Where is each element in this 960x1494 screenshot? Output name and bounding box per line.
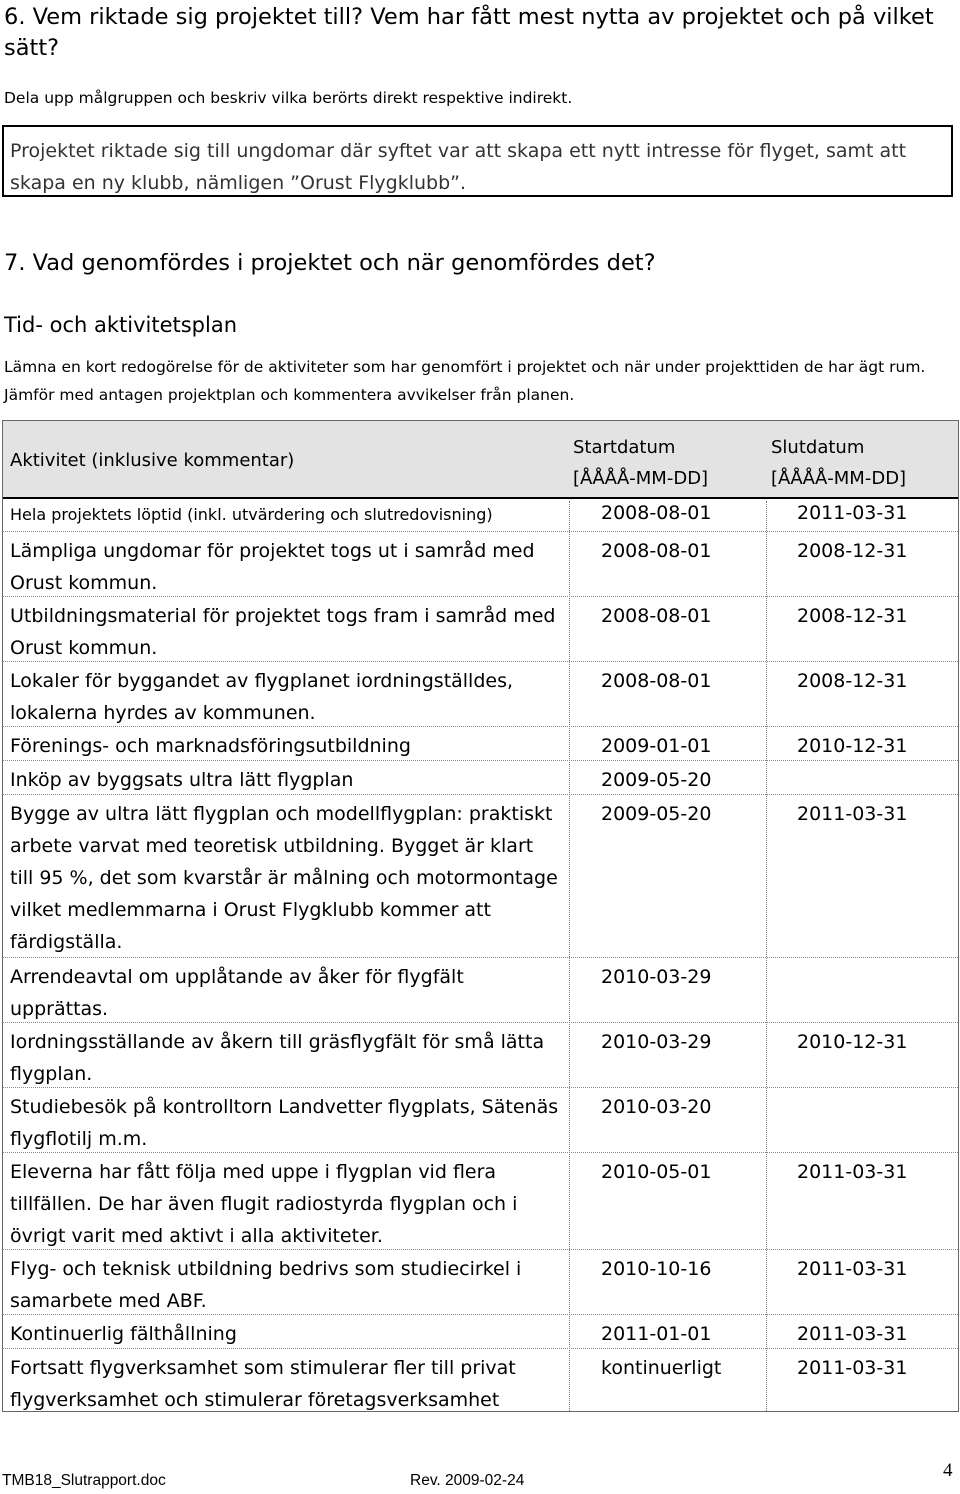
row-activity: Flyg- och teknisk utbildning bedrivs som studiecirkel i samarbete med ABF. bbox=[10, 1258, 522, 1312]
table-row bbox=[3, 1088, 958, 1152]
row-activity: Arrendeavtal om upplåtande av åker för flygfält upprättas. bbox=[10, 966, 464, 1020]
row-activity: Förenings- och marknadsföringsutbildning bbox=[10, 735, 411, 757]
header-start-label: Startdatum bbox=[573, 437, 676, 458]
row-end: 2011-03-31 bbox=[797, 1357, 908, 1379]
header-start-format: [ÅÅÅÅ-MM-DD] bbox=[573, 468, 709, 489]
section-6-subtext: Dela upp målgruppen och beskriv vilka berörts direkt respektive indirekt. bbox=[4, 89, 573, 107]
activity-plan-title: Tid- och aktivitetsplan bbox=[4, 313, 238, 337]
section-7-heading: 7. Vad genomfördes i projektet och när genomfördes det? bbox=[4, 250, 656, 276]
row-activity: Utbildningsmaterial för projektet togs fram i samråd med Orust kommun. bbox=[10, 605, 556, 659]
row-activity: Kontinuerlig fälthållning bbox=[10, 1323, 237, 1345]
row-start: 2009-05-20 bbox=[601, 803, 712, 825]
header-end-date bbox=[771, 432, 906, 494]
row-end: 2008-12-31 bbox=[797, 540, 908, 562]
table-header bbox=[3, 421, 958, 499]
header-end-label: Slutdatum bbox=[771, 437, 865, 458]
header-activity: Aktivitet (inklusive kommentar) bbox=[10, 450, 295, 471]
row-activity: Lämpliga ungdomar för projektet togs ut i samråd med Orust kommun. bbox=[10, 540, 535, 594]
row-start: 2011-01-01 bbox=[601, 1323, 712, 1345]
row-activity: Eleverna har fått följa med uppe i flygplan vid flera tillfällen. De har även flugit radiostyrda flygplan och i övrigt varit med aktivt i alla aktiviteter. bbox=[10, 1161, 518, 1247]
row-activity: Inköp av byggsats ultra lätt flygplan bbox=[10, 769, 354, 791]
row-end: 2010-12-31 bbox=[797, 1031, 908, 1053]
row-end: 2008-12-31 bbox=[797, 670, 908, 692]
table-row bbox=[3, 532, 958, 596]
footer-filename: TMB18_Slutrapport.doc bbox=[2, 1472, 166, 1489]
total-end: 2011-03-31 bbox=[797, 502, 908, 524]
row-start: 2008-08-01 bbox=[601, 605, 712, 627]
row-start: 2010-03-20 bbox=[601, 1096, 712, 1118]
row-start: 2008-08-01 bbox=[601, 540, 712, 562]
table-row bbox=[3, 1250, 958, 1314]
row-start: 2010-05-01 bbox=[601, 1161, 712, 1183]
row-activity: Lokaler för byggandet av flygplanet iordningställdes, lokalerna hyrdes av kommunen. bbox=[10, 670, 514, 724]
row-end: 2010-12-31 bbox=[797, 735, 908, 757]
row-activity: Bygge av ultra lätt flygplan och modellflygplan: praktiskt arbete varvat med teoretisk utbildning. Bygget är klart till 95 %, det som kvarstår är målning och motormontage vilket medlemmarna i Orust Flygklubb kommer att färdigställa. bbox=[10, 803, 558, 953]
row-activity: Fortsatt flygverksamhet som stimulerar fler till privat flygverksamhet och stimulerar företagsverksamhet bbox=[10, 1357, 516, 1411]
table-row bbox=[3, 1349, 958, 1411]
section-6-heading: 6. Vem riktade sig projektet till? Vem har fått mest nytta av projektet och på vilket sätt? bbox=[4, 4, 934, 61]
row-start: 2010-10-16 bbox=[601, 1258, 712, 1280]
page-number: 4 bbox=[943, 1460, 953, 1481]
row-end: 2011-03-31 bbox=[797, 803, 908, 825]
total-activity: Hela projektets löptid (inkl. utvärdering och slutredovisning) bbox=[10, 505, 493, 524]
row-start: 2009-01-01 bbox=[601, 735, 712, 757]
page-footer bbox=[0, 1460, 960, 1494]
table-row bbox=[3, 1023, 958, 1087]
total-duration-row bbox=[3, 501, 958, 529]
row-activity: Iordningsställande av åkern till gräsflygfält för små lätta flygplan. bbox=[10, 1031, 545, 1085]
row-end: 2011-03-31 bbox=[797, 1161, 908, 1183]
row-start: kontinuerligt bbox=[601, 1357, 722, 1379]
total-start: 2008-08-01 bbox=[601, 502, 712, 524]
footer-revision: Rev. 2009-02-24 bbox=[410, 1472, 525, 1489]
section-6-answer-box: Projektet riktade sig till ungdomar där syftet var att skapa ett nytt intresse för flyget, samt att skapa en ny klubb, nämligen ”Orust Flygklubb”. bbox=[2, 125, 953, 197]
row-end: 2011-03-31 bbox=[797, 1323, 908, 1345]
header-start-date bbox=[573, 432, 708, 494]
table-row bbox=[3, 795, 958, 955]
table-row bbox=[3, 1153, 958, 1249]
section-7-subtext: Lämna en kort redogörelse för de aktiviteter som har genomfört i projektet och när under projekttiden de har ägt rum. Jämför med antagen projektplan och kommentera avvikelser från planen. bbox=[4, 358, 926, 404]
activity-table bbox=[2, 420, 959, 1412]
table-row bbox=[3, 958, 958, 1022]
row-start: 2008-08-01 bbox=[601, 670, 712, 692]
row-start: 2009-05-20 bbox=[601, 769, 712, 791]
row-activity: Studiebesök på kontrolltorn Landvetter flygplats, Sätenäs flygflotilj m.m. bbox=[10, 1096, 559, 1150]
table-row bbox=[3, 727, 958, 759]
table-row bbox=[3, 1315, 958, 1347]
table-row bbox=[3, 597, 958, 661]
table-row bbox=[3, 761, 958, 793]
table-row bbox=[3, 662, 958, 726]
row-end: 2008-12-31 bbox=[797, 605, 908, 627]
row-start: 2010-03-29 bbox=[601, 1031, 712, 1053]
row-end: 2011-03-31 bbox=[797, 1258, 908, 1280]
row-start: 2010-03-29 bbox=[601, 966, 712, 988]
header-end-format: [ÅÅÅÅ-MM-DD] bbox=[771, 468, 907, 489]
